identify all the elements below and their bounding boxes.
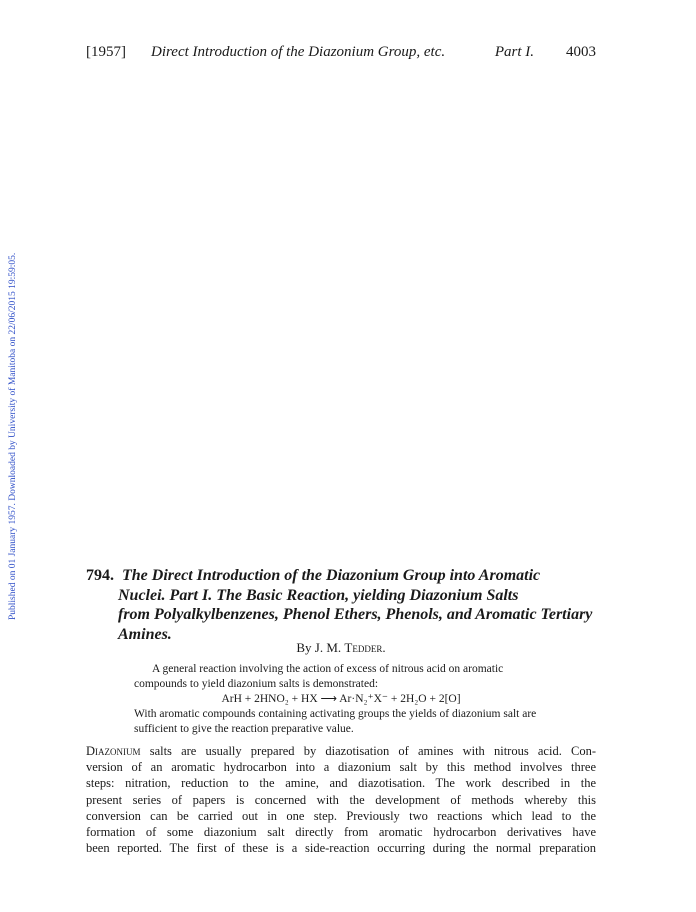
reaction-equation: ArH + 2HNO₂ + HX ⟶ Ar·N₂⁺X⁻ + 2H₂O + 2[O] [221, 693, 461, 705]
running-head-year: [1957] [86, 44, 126, 60]
body-line-7: been reported. The first of these is a side-reaction occurring during the normal preparation [86, 841, 596, 856]
title-text-1: The Direct Introduction of the Diazonium Group into Aromatic [122, 567, 541, 584]
title-line-1 [86, 566, 596, 586]
title-line-3: from Polyalkylbenzenes, Phenol Ethers, Phenols, and Aromatic Tertiary [118, 606, 593, 623]
body-line-2: version of an aromatic hydrocarbon into a diazonium salt by this method involves three [86, 760, 596, 775]
body-line-1 [86, 743, 596, 759]
body-line-5: conversion can be carried out in one step. Previously two reactions which lead to the [86, 808, 596, 823]
abstract [134, 662, 548, 737]
body-line-3: steps: nitration, reduction to the amine, and diazotisation. The work described in the [86, 776, 596, 791]
drop-word: Diazonium [86, 744, 141, 758]
running-head-title: Direct Introduction of the Diazonium Group, etc. [151, 44, 446, 60]
author-initials: J. M. [314, 640, 342, 655]
body-line-6: formation of some diazonium salt directly from aromatic hydrocarbon derivatives have [86, 825, 596, 840]
author-surname: Tedder. [344, 640, 386, 655]
body-line-1-text: salts are usually prepared by diazotisation of amines with nitrous acid. Con- [140, 744, 596, 758]
abstract-text-1: A general reaction involving the action of excess of nitrous acid on aromatic compounds to yield diazonium salts is demonstrated: [134, 663, 504, 690]
abstract-text-2: With aromatic compounds containing activating groups the yields of diazonium salt are sufficient to give the reaction preparative value. [134, 708, 537, 735]
title-line-2: Nuclei. Part I. The Basic Reaction, yielding Diazonium Salts [118, 586, 519, 604]
article-title [86, 566, 596, 644]
article-number: 794. [86, 567, 114, 584]
running-head-part: Part I. [494, 44, 534, 60]
author-prefix: By [296, 640, 312, 655]
running-head [86, 44, 596, 64]
author-line [86, 640, 596, 656]
title-line-4: Amines. [118, 625, 172, 643]
page-number: 4003 [566, 44, 596, 60]
download-notice: Published on 01 January 1957. Downloaded by University of Manitoba on 22/06/2015 19:59:05. [8, 252, 18, 620]
body-paragraph [86, 743, 596, 856]
body-line-4: present series of papers is concerned with the development of methods whereby this [86, 792, 596, 807]
